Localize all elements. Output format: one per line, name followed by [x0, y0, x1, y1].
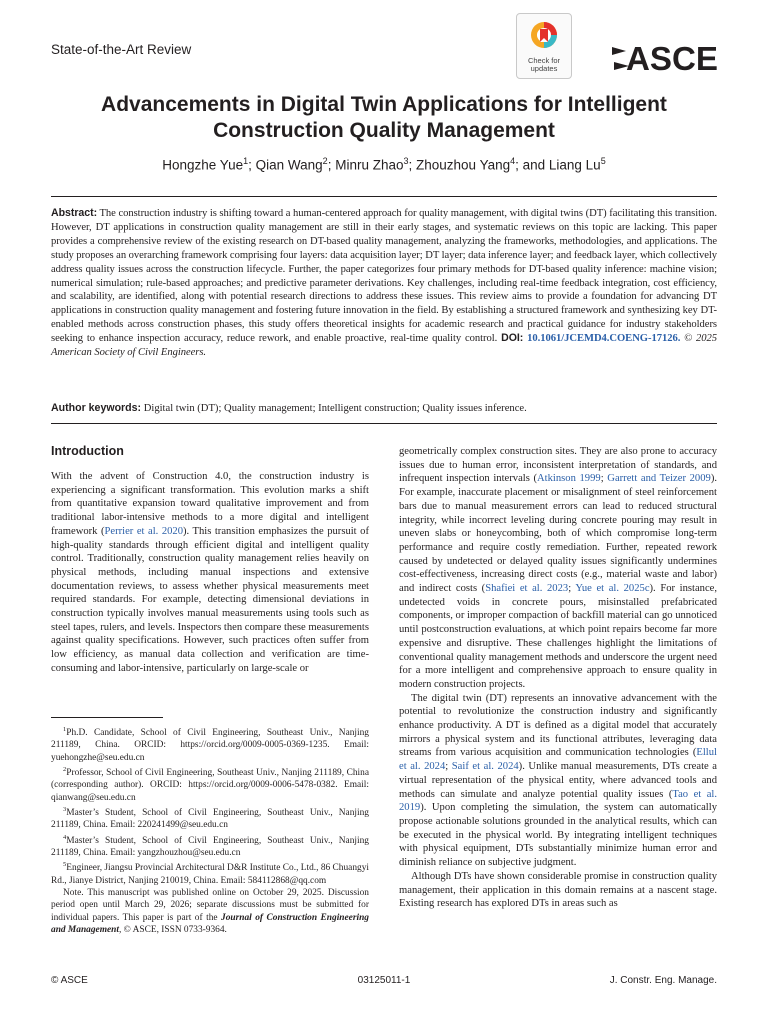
paragraph-text: With the advent of Construction 4.0, the construction industry is experiencing a significant transformation. This evolution marks a shift from quantitative expansion toward qualitative improvement and from traditional labor-intensive methods to a more digital and intelligent framework ( — [51, 471, 369, 537]
footnote-divider — [51, 717, 163, 718]
check-for-updates-badge[interactable] — [516, 13, 572, 79]
footnote-text: Engineer, Jiangsu Provincial Architectural D&R Institute Co., Ltd., 86 Chuangyi Rd., Jianye District, Nanjing 210019, China. Email: 584112868@qq.com — [51, 863, 369, 886]
paragraph-text: ; — [445, 761, 452, 773]
check-for-updates-icon — [529, 20, 559, 56]
journal-abbreviation: J. Constr. Eng. Manage. — [609, 975, 717, 986]
footnotes — [51, 724, 369, 936]
author-affiliation-marker: 4 — [510, 156, 516, 166]
right-column — [399, 445, 717, 911]
author-separator: ; — [327, 157, 336, 173]
section-tag: State-of-the-Art Review — [51, 42, 192, 57]
footnote-marker: 2 — [63, 766, 67, 774]
affiliation-footnote — [51, 832, 369, 860]
note-text: , © ASCE, ISSN 0733-9364. — [118, 925, 227, 936]
abstract — [51, 207, 717, 360]
author-affiliation-marker: 5 — [600, 156, 606, 166]
paragraph-text: geometrically complex construction sites. They are also prone to accuracy issues due to human error, inconsistent interpretation of standards, and infrequent inspection intervals ( — [399, 446, 717, 485]
affiliation-footnote — [51, 859, 369, 887]
affiliation-footnote — [51, 804, 369, 832]
author-separator: ; — [248, 157, 256, 173]
intro-paragraph-3 — [399, 692, 717, 870]
author-list — [40, 156, 728, 173]
footer-copyright: © ASCE — [51, 975, 88, 986]
footnote-text: Professor, School of Civil Engineering, Southeast Univ., Nanjing 211189, China (corresponding author). ORCID: https://orcid.org/0009-0006-5478-0382. Email: qianwang@seu.edu.cn — [51, 768, 369, 803]
publication-note — [51, 887, 369, 936]
author-affiliation-marker: 2 — [322, 156, 328, 166]
citation-link[interactable]: Yue et al. 2025c — [575, 583, 650, 595]
asce-logo-text: ASCE — [626, 40, 718, 76]
abstract-text: The construction industry is shifting toward a human-centered approach for quality management, with digital twins (DT) facilitating this transition. However, DT applications in construction quality management are still in their early stages, and systematic reviews on this topic are lacking. This paper provides a comprehensive review of the existing research on DT-based quality management, analyzing the frameworks, methodologies, and applications. The study proposes an overarching framework comprising four layers: data acquisition layer; DT layer; data inference layer; and feedback layer, which collectively address quality issues across the construction lifecycle. Further, the paper categorizes four primary methods for DT-based quality inference: machine vision; numerical simulation; rule-based approaches; and predictive parameter derivations. Key challenges, including real-time feedback integration, cost efficiency, and scalability, are identified, along with potential research directions to address these issues. This review aims to provide a foundation for advancing DT applications in construction quality management and fostering future innovation in the field. By establishing a structured framework and synthesizing key DT-enabled methods across construction phases, this study offers theoretical insights for academic research and practical guidance for industry stakeholders seeking to enhance inspection accuracy, reduce rework, and enable proactive, real-time quality control. — [51, 208, 717, 345]
author-name: Hongzhe Yue — [162, 157, 244, 173]
author-separator: ; and — [515, 157, 549, 173]
citation-link[interactable]: Atkinson 1999 — [537, 473, 601, 485]
copyright-notice: © 2025 American Society of Civil Engineers. — [51, 333, 717, 359]
journal-name: Journal of Construction Engineering and Management — [51, 912, 369, 936]
affiliation-footnote — [51, 764, 369, 804]
citation-link[interactable]: Garrett and Teizer 2009 — [607, 473, 711, 485]
keywords-label: Author keywords: — [51, 402, 142, 414]
affiliation-footnote — [51, 724, 369, 764]
author-name: Zhouzhou Yang — [416, 157, 511, 173]
citation-link[interactable]: Saif et al. 2024 — [451, 761, 519, 773]
page-number: 03125011-1 — [357, 975, 411, 986]
footnote-marker: 3 — [63, 806, 67, 814]
footnote-marker: 1 — [63, 726, 67, 733]
intro-paragraph-4 — [399, 870, 717, 911]
citation-link[interactable]: Tao et al. 2019 — [399, 788, 718, 814]
footnote-text: Master’s Student, School of Civil Engineering, Southeast Univ., Nanjing 211189, China. Email: 220241499@seu.edu.cn — [51, 808, 369, 831]
paragraph-text: ). Upon completing the simulation, the system can automatically propose actionable solutions grounded in the analytical results, which can be executed in the physical world. By integrating intelligent techniques with physical equipment, DTs substantially minimize human error and diminish reliance on subjective judgment. — [399, 802, 717, 869]
asce-logo — [612, 36, 720, 76]
paragraph-text: ). This transition emphasizes the pursuit of high-quality standards through efficient digital and intelligent quality control. Traditionally, construction quality management relies heavily on physical methods, including manual inspections and extensive documentation reviews, to assess whether physical measurements meet required standards. For example, detecting dimensional deviations in construction typically involves manual measurements using tools such as steel tapes, rulers, and levels. Inspectors then compare these measurements against quality specifications. However, such practices often suffer from low efficiency, as manual data collection and verification are time-consuming and labor-intensive, particularly on large-scale or — [51, 525, 369, 674]
note-text: Note. This manuscript was published online on October 29, 2025. Discussion period open until March 29, 2026; separate discussions must be submitted for individual papers. This paper is part of the — [51, 888, 369, 923]
author-affiliation-marker: 1 — [243, 156, 249, 166]
citation-link[interactable]: Ellul et al. 2024 — [399, 747, 717, 773]
citation-link[interactable]: Shafiei et al. 2023 — [485, 583, 569, 595]
author-separator: ; — [408, 157, 417, 173]
doi-link[interactable]: 10.1061/JCEMD4.COENG-17126. — [527, 333, 681, 345]
author-name: Minru Zhao — [335, 157, 404, 173]
paragraph-text: Although DTs have shown considerable promise in construction quality management, their application in this domain remains at a nascent stage. Existing research has explored DTs in areas such as — [399, 870, 717, 910]
paragraph-text: ; — [568, 583, 576, 595]
intro-paragraph-1 — [51, 470, 369, 676]
footnote-marker: 4 — [63, 833, 67, 841]
abstract-label: Abstract: — [51, 207, 98, 219]
article-title: Advancements in Digital Twin Applications for Intelligent Construction Quality Management — [101, 93, 667, 142]
badge-label-line2: updates — [530, 64, 558, 73]
citation-link[interactable]: Perrier et al. 2020 — [104, 525, 184, 537]
paragraph-text: ; — [600, 473, 608, 485]
paragraph-text: ). For example, inaccurate placement or misalignment of steel reinforcement bars due to manual measurement errors can lead to reduced structural integrity, while incorrect leveling during concrete pouring may result in uneven slabs or honeycombing, both of which compromise long-term performance and require costly remediation. Further, repeated rework caused by undetected or delayed quality issues significantly undermines cost-effectiveness, increasing direct costs (e.g., material waste and labor) and indirect costs ( — [399, 473, 718, 595]
left-column — [51, 470, 369, 676]
footnote-marker: 5 — [63, 861, 67, 869]
footnote-text: Master’s Student, School of Civil Engineering, Southeast Univ., Nanjing 211189, China. Email: yangzhouzhou@seu.edu.cn — [51, 835, 369, 859]
introduction-heading: Introduction — [51, 444, 124, 458]
doi-label: DOI: — [501, 332, 524, 345]
keywords-text: Digital twin (DT); Quality management; Intelligent construction; Quality issues inference. — [143, 403, 527, 414]
paragraph-text: The digital twin (DT) represents an innovative advancement with the potential to revolutionize the construction industry and significantly enhance productivity. A DT is defined as a digital model that accurately mirrors a physical system and its functional attributes, leveraging data streams from various acquisition and communication technologies ( — [399, 692, 717, 759]
author-name: Liang Lu — [548, 157, 601, 173]
author-name: Qian Wang — [255, 157, 323, 173]
paragraph-text: ). For instance, undetected voids in concrete pours, misinstalled prefabricated components, or improper compaction of backfill material can go unnoticed until postconstruction evaluations, at which point repairs become far more expensive and disruptive. These challenges highlight the limitations of conventional quality management methods and underscore the urgent need for a more intelligent and comprehensive approach to ensure quality in modern construction projects. — [399, 583, 718, 690]
badge-label-line1: Check for — [527, 56, 561, 65]
paragraph-text: ). Unlike manual measurements, DTs create a virtual representation of the physical entity, where advanced tools and methods can simulate and analyze potential quality issues ( — [399, 761, 717, 800]
intro-paragraph-2 — [399, 445, 717, 692]
author-affiliation-marker: 3 — [403, 156, 409, 166]
divider-top — [51, 196, 717, 197]
footnote-text: Ph.D. Candidate, School of Civil Engineering, Southeast Univ., Nanjing 211189, China. ORCID: https://orcid.org/0009-0005-0369-1235. Email: yuehongzhe@seu.edu.cn — [51, 728, 369, 763]
author-keywords — [51, 401, 717, 416]
divider-bottom — [51, 423, 717, 424]
